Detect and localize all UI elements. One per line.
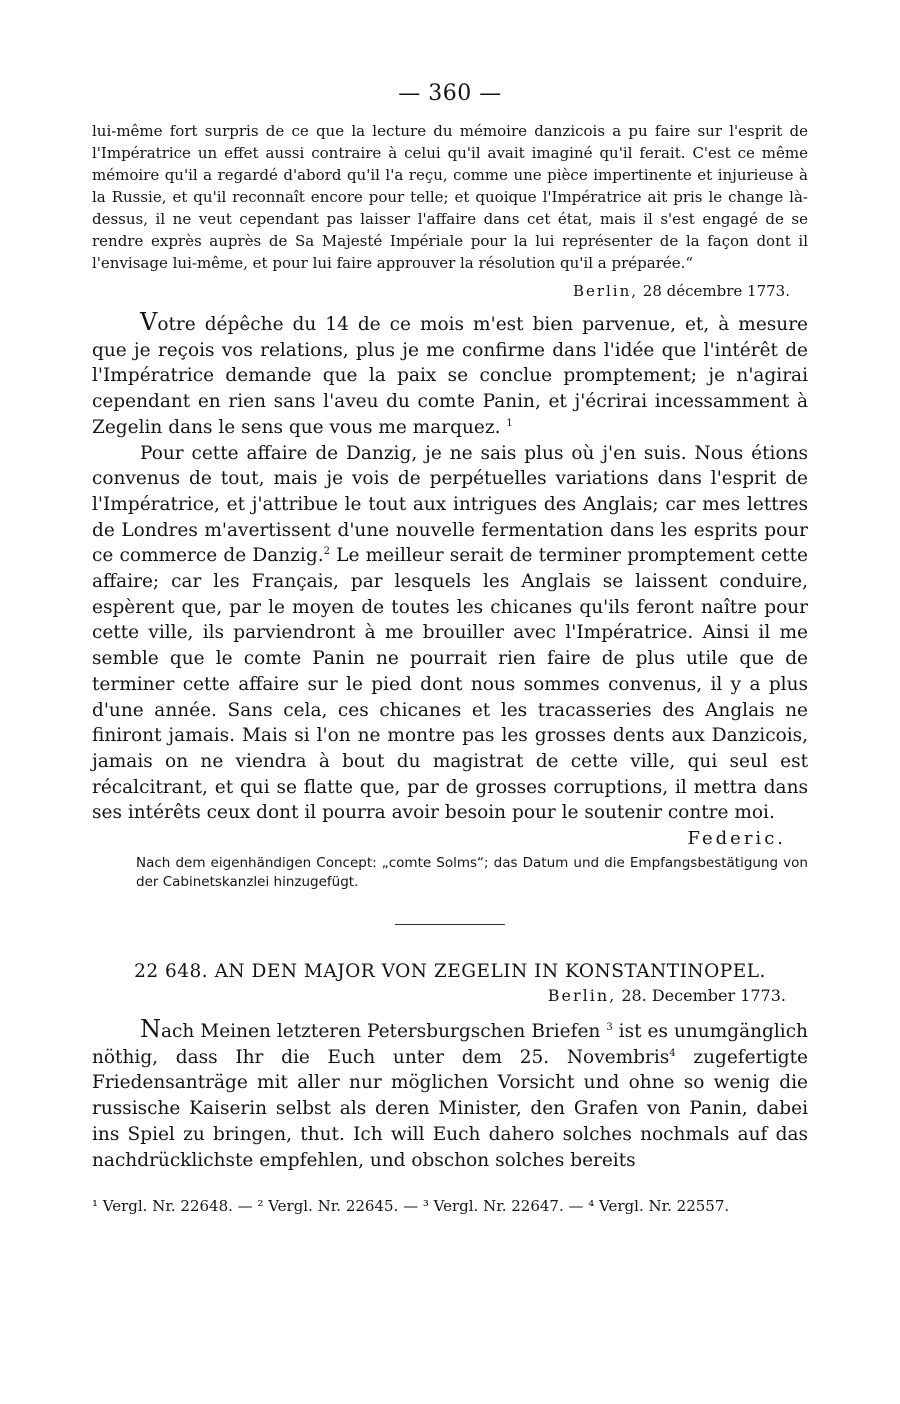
section-divider — [395, 924, 505, 925]
dateline-letter2 — [92, 985, 786, 1007]
paragraph-3-text-b: ist es unumgänglich nöthig, dass Ihr die Euch unter dem 25. Novembris — [92, 1021, 808, 1068]
signature: Federic. — [687, 828, 786, 850]
paragraph-2-text-a: Pour cette affaire de Danzig, je ne sais plus où j'en suis. Nous étions convenus de tout, mais je vois de perpétuelles variations dans l'esprit de l'Impératrice, et j'attribue le tout aux intrigues des Anglais; car mes lettres de Londres m'avertissent d'une nouvelle fermentation dans les esprits pour ce commerce de Danzig. — [92, 442, 808, 567]
paragraph-2-text-b: Le meilleur serait de terminer promptement cette affaire; car les Français, par lesquels les Anglais se laissent conduire, espèrent que, par le moyen de toutes les chicanes qu'ils feront naître pour cette ville, ils parviendront à me brouiller avec l'Impératrice. Ainsi il me semble que le comte Panin ne pourrait rien faire de plus utile que de terminer cette affaire sur le pied dont nous sommes convenus, il y a plus d'une année. Sans cela, ces chicanes et les tracasseries des Anglais ne finiront jamais. Mais si l'on ne montre pas les grosses dents aux Danzicois, jamais on ne viendra à bout du magistrat de cette ville, qui seul est récalcitrant, et qui se flatte que, par de grosses corruptions, il mettra dans ses intérêts ceux dont il pourra avoir besoin pour le soutenir contre moi. — [92, 545, 808, 824]
footnote-ref: 3 — [606, 1022, 613, 1034]
footnote-ref: 4 — [669, 1047, 676, 1059]
paragraph-1-text: otre dépêche du 14 de ce mois m'est bien parvenue, et, à mesure que je reçois vos relations, plus je me confirme dans l'idée que l'intérêt de l'Impératrice demande que la paix se conclue promptement; je n'agirai cependant en rien sans l'aveu du comte Panin, et j'écrirai incessamment à Zegelin dans le sens que vous me marquez. — [92, 314, 808, 438]
footnote-ref: 2 — [323, 546, 330, 558]
dateline-date: 28. December 1773. — [616, 986, 786, 1006]
paragraph-1 — [92, 310, 808, 441]
letter-title: 22 648. AN DEN MAJOR VON ZEGELIN IN KONSTANTINOPEL. — [134, 961, 766, 983]
initial-letter: N — [140, 1015, 161, 1044]
footnote-ref: 1 — [506, 417, 513, 429]
dateline-place: Berlin, — [572, 282, 639, 300]
paragraph-3-text-a: ach Meinen letzteren Petersburgschen Briefen — [161, 1021, 601, 1043]
paragraph-3-text-c: zugefertigte Friedensanträge mit aller nur möglichen Vorsicht und ohne so wenig die russische Kaiserin selbst als deren Minister, den Grafen von Panin, dabei ins Spiel zu bringen, thut. Ich will Euch dahero solches nochmals auf das nachdrücklichste empfehlen, und obschon solches bereits — [92, 1046, 808, 1171]
footnotes: ¹ Vergl. Nr. 22648. — ² Vergl. Nr. 22645. — ³ Vergl. Nr. 22647. — ⁴ Vergl. Nr. 22557. — [92, 1197, 730, 1216]
initial-letter: V — [140, 308, 158, 336]
dateline-letter1 — [92, 280, 790, 302]
paragraph-3 — [92, 1017, 808, 1173]
paragraph-2 — [92, 441, 808, 827]
editorial-note: Nach dem eigenhändigen Concept: „comte Solms“; das Datum und die Empfangsbestätigung von der Cabinetskanzlei hinzugefügt. — [136, 855, 808, 891]
document-page — [92, 80, 808, 1217]
page-number: — 360 — — [398, 81, 502, 106]
dateline-place: Berlin, — [547, 986, 617, 1006]
dateline-date: 28 décembre 1773. — [638, 282, 790, 300]
quoted-report-text: lui-même fort surpris de ce que la lecture du mémoire danzicois a pu faire sur l'esprit de l'Impératrice un effet aussi contraire à celui qu'il avait imaginé qu'il ferait. C'est ce même mémoire qu'il a regardé d'abord qu'il l'a reçu, comme une pièce impertinente et injurieuse à la Russie, et qu'il reconnaît encore pour telle; et quoique l'Impératrice ait pris le change là-dessus, il ne veut cependant pas laisser l'affaire dans cet état, mais il s'est engagé de se rendre exprès auprès de Sa Majesté Impériale pour la lui représenter de la façon dont il l'envisage lui-même, et pour lui faire approuver la résolution qu'il a préparée.“ — [92, 122, 808, 272]
